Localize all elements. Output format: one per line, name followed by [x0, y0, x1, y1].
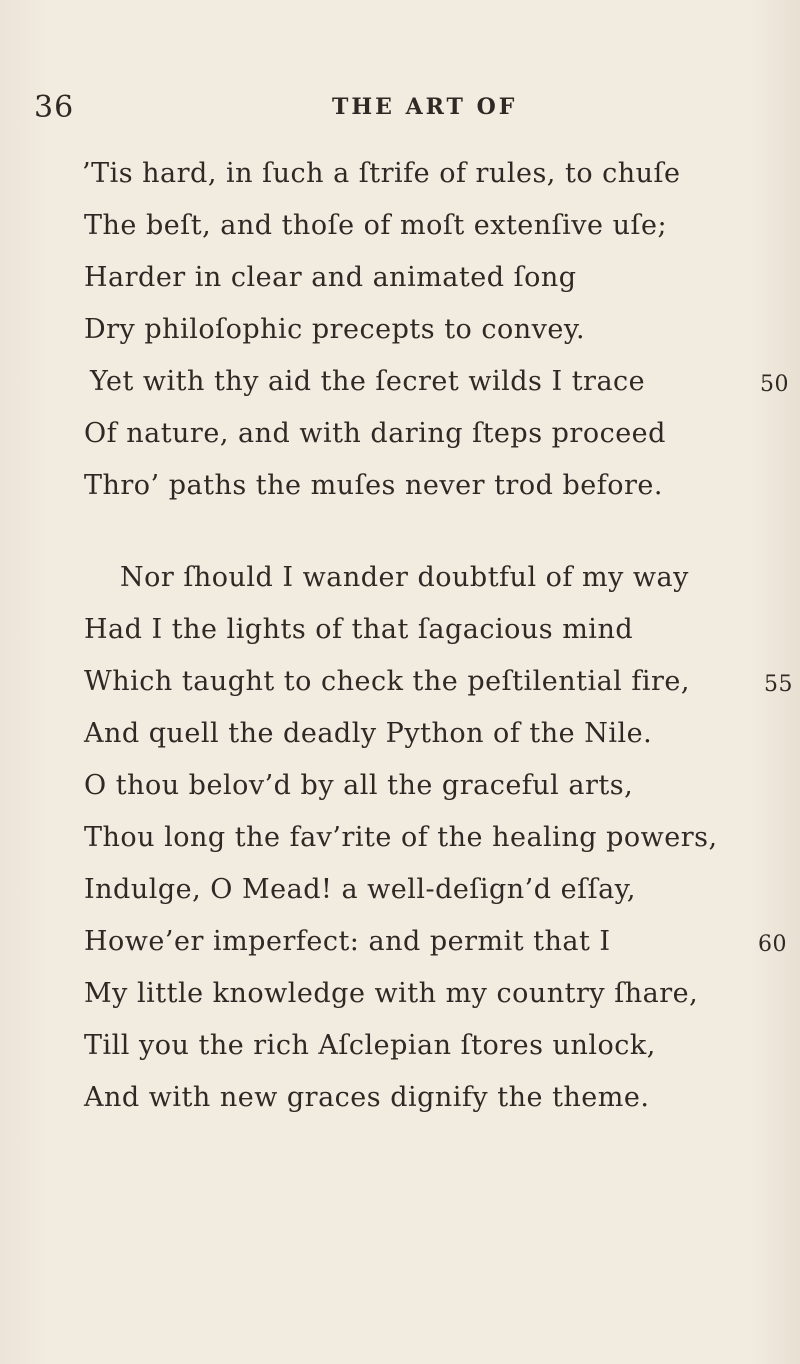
verse-text: Yet with thy aid the ſecret wilds I trace — [90, 366, 646, 397]
verse-text: Thou long the fav’rite of the healing powers, — [84, 822, 718, 853]
page-number: 36 — [34, 90, 75, 125]
verse-text: Had I the lights of that ſagacious mind — [84, 614, 634, 645]
verse-text: Howe’er imperfect: and permit that I — [84, 926, 611, 957]
line-number: 55 — [764, 672, 793, 697]
verse-text: Till you the rich Aſclepian ſtores unlock, — [84, 1030, 656, 1061]
verse-text: And quell the deadly Python of the Nile. — [84, 718, 653, 749]
verse-text: My little knowledge with my country ſhare, — [84, 978, 699, 1009]
page-header — [0, 90, 800, 130]
line-number: 50 — [760, 372, 789, 397]
line-number: 60 — [758, 932, 787, 957]
verse-text: The beſt, and thoſe of moſt extenſive uſe; — [84, 210, 668, 241]
verse-text: Dry philoſophic precepts to convey. — [84, 314, 586, 345]
verse-text: Thro’ paths the muſes never trod before. — [84, 470, 663, 501]
verse-text: Nor ſhould I wander doubtful of my way — [120, 562, 689, 593]
verse-text: Indulge, O Mead! a well-deſign’d eſſay, — [84, 874, 636, 905]
verse-text: Harder in clear and animated ſong — [84, 262, 577, 293]
running-head: THE ART OF — [332, 94, 518, 120]
verse-text: Of nature, and with daring ſteps proceed — [84, 418, 666, 449]
verse-text: And with new graces dignify the theme. — [84, 1082, 650, 1113]
verse-text: O thou belov’d by all the graceful arts, — [84, 770, 634, 801]
verse-text: Which taught to check the peſtilential fire, — [84, 666, 690, 697]
verse-text: ’Tis hard, in ſuch a ſtrife of rules, to chuſe — [82, 158, 681, 189]
